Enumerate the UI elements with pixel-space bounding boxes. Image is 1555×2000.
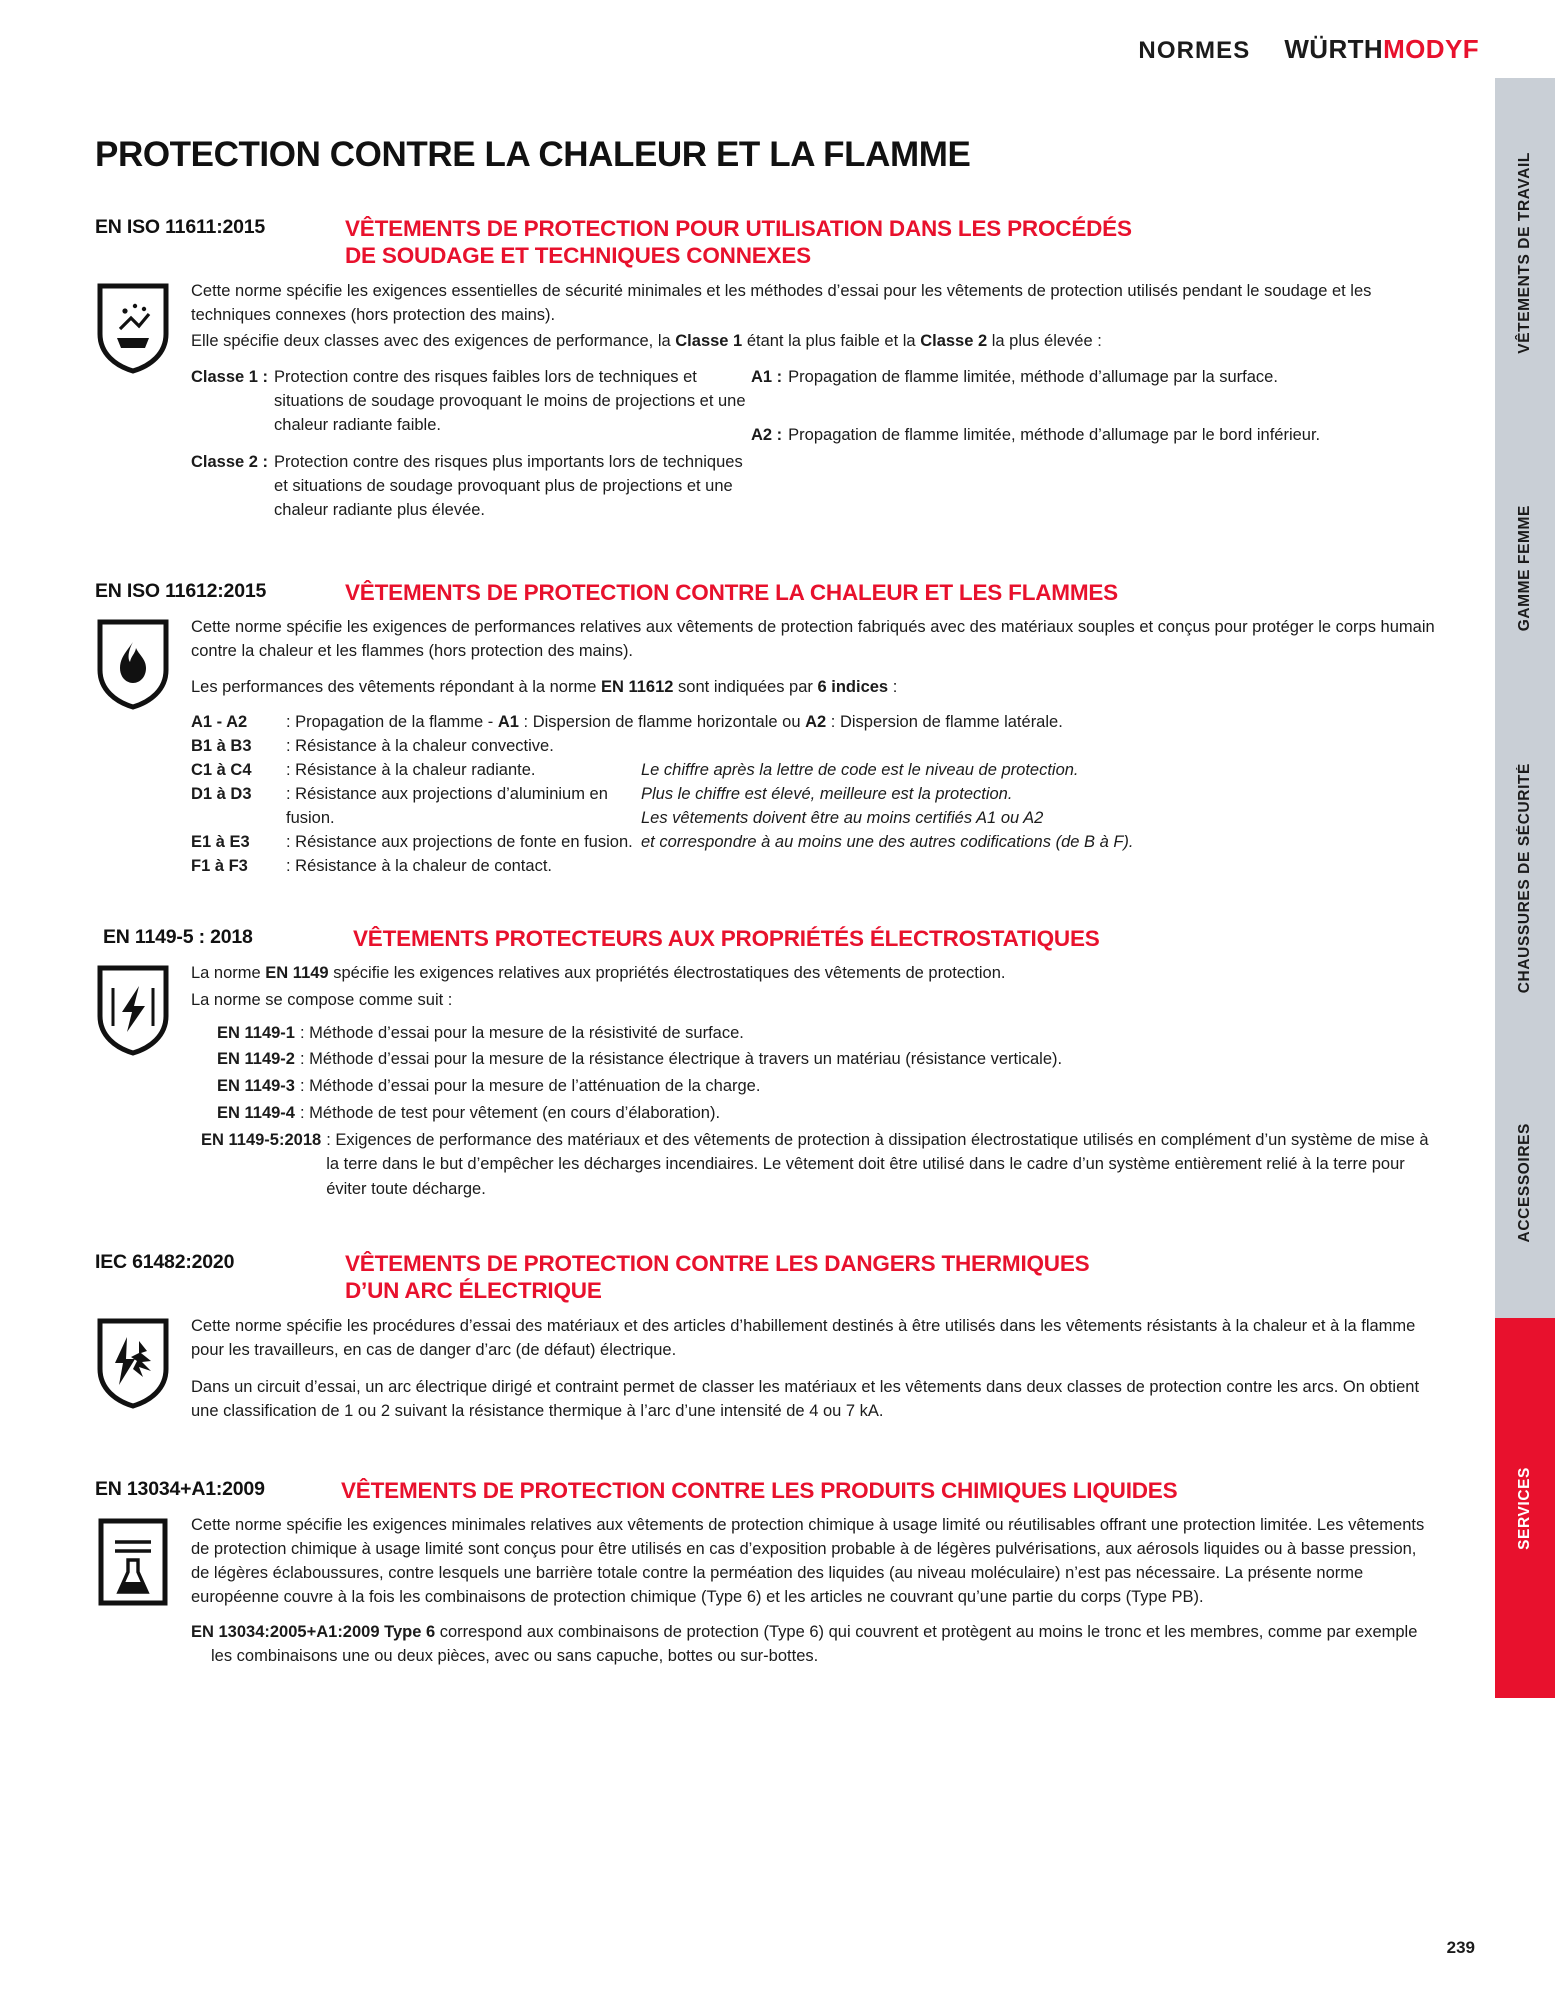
header-normes-label: NORMES <box>1138 37 1251 64</box>
section-title-line-1: VÊTEMENTS DE PROTECTION CONTRE LA CHALEUR ET LES FLAMMES <box>345 579 1118 605</box>
index-row <box>191 711 1435 735</box>
index-description: : Résistance à la chaleur convective. <box>286 737 554 756</box>
class-description: Protection contre des risques faibles lors de techniques et situations de soudage provoquant le moins de projections et une chaleur radiante faible. <box>274 368 746 434</box>
index-description: : Propagation de la flamme - A1 : Dispersion de flamme horizontale ou A2 : Dispersion de flamme latérale. <box>286 713 1063 732</box>
indices-lower-list <box>191 759 641 879</box>
section-text <box>191 1514 1435 1672</box>
indices-with-notes <box>191 759 1435 879</box>
content-area <box>95 215 1435 1672</box>
code-description: Propagation de flamme limitée, méthode d’allumage par le bord inférieur. <box>788 425 1321 444</box>
norm-term: EN 1149-5:2018 <box>201 1130 322 1149</box>
section-text <box>191 962 1435 1204</box>
para2-classe-1: Classe 1 <box>675 332 743 351</box>
norm-description: : Exigences de performance des matériaux et des vêtements de protection à dissipation électrostatique utilisés en complément d’un système de mise à la terre dans le but d’empêcher les décharges incendiaires. Le vêtement doit être utilisé dans le cadre d’un système entièrement relié à la terre pour éviter toute décharge. <box>326 1130 1429 1199</box>
indices-note-line: et correspondre à au moins une des autres codifications (de B à F). <box>641 832 1134 851</box>
norm-description: : Méthode d’essai pour la mesure de la résistance électrique à travers un matériau (résistance verticale). <box>299 1050 1063 1069</box>
sidebar-tab-label: CHAUSSURES DE SÉCURITÉ <box>1516 762 1533 994</box>
section-body <box>95 280 1435 537</box>
section-paragraph-1 <box>191 962 1435 986</box>
para2-part-c: étant la plus faible et la <box>742 332 921 351</box>
index-row <box>191 783 641 831</box>
electrostatic-shield-icon <box>95 962 191 1056</box>
section-code: EN 13034+A1:2009 <box>95 1477 265 1500</box>
section-paragraph-1: Cette norme spécifie les procédures d’essai des matériaux et des articles d’habillement destinés à être utilisés dans les vêtements résistants à la chaleur et à la flamme pour les travailleurs, en cas de danger d’arc (de défaut) électrique. <box>191 1316 1416 1359</box>
indices-note-line: Le chiffre après la lettre de code est le niveau de protection. <box>641 761 1079 780</box>
section-code: EN ISO 11611:2015 <box>95 216 266 238</box>
section-title-line-2: DE SOUDAGE ET TECHNIQUES CONNEXES <box>345 243 811 269</box>
section-body <box>95 616 1435 879</box>
sidebar-tab-accessoires[interactable] <box>1495 1048 1555 1318</box>
indices-note-line: Plus le chiffre est élevé, meilleure est la protection. <box>641 785 1013 804</box>
indices-note-line: Les vêtements doivent être au moins certifiés A1 ou A2 <box>641 809 1044 827</box>
index-term: E1 à E3 <box>191 832 250 851</box>
indices-block <box>191 711 1435 878</box>
index-term: C1 à C4 <box>191 761 252 780</box>
para2-part-e: : <box>888 677 898 696</box>
code-term: A1 : <box>751 368 783 387</box>
section-paragraph-1: Cette norme spécifie les exigences essentielles de sécurité minimales et les méthodes d’essai pour les vêtements de protection utilisés pendant le soudage et les techniques connexes (hors protection des mains). <box>191 281 1372 324</box>
section-header <box>95 579 1435 606</box>
sidebar-tab-label: GAMME FEMME <box>1516 504 1533 632</box>
chemical-flask-icon <box>95 1514 191 1608</box>
norm-term: EN 1149-3 <box>217 1077 295 1096</box>
welding-shield-icon <box>95 280 191 374</box>
para2-part-e: la plus élevée : <box>987 332 1102 351</box>
index-description: : Résistance à la chaleur radiante. <box>286 761 536 780</box>
para2-part-c: sont indiquées par <box>673 677 818 696</box>
section-title-line-2: D’UN ARC ÉLECTRIQUE <box>345 1278 602 1304</box>
code-definition-row <box>751 424 1435 448</box>
section-code: EN 1149-5 : 2018 <box>103 925 253 948</box>
class-definition-row <box>191 366 751 437</box>
section-paragraph-2: Dans un circuit d’essai, un arc électrique dirigé et contraint permet de classer les matériaux et les vêtements dans deux classes de protection contre les arcs. On obtient une classification de 1 ou 2 suivant la résistance thermique à l’arc d’une intensité de 4 ou 7 kA. <box>191 1378 1420 1421</box>
sidebar-tab-label: SERVICES <box>1516 1466 1533 1550</box>
section-paragraph-1: Cette norme spécifie les exigences minimales relatives aux vêtements de protection chimique à usage limité ou réutilisables offrant une protection limitée. Les vêtements de protection chimique à usage limité sont conçus pour être utilisés en cas d’exposition probable à de légères pulvérisations, aux aérosols liquides ou à basse pression, de légères éclaboussures, contre lesquels une barrière totale contre la perméation des liquides (au niveau moléculaire) n’est pas nécessaire. La présente norme européenne couvre à la fois les combinaisons de protection chimique (Type 6) et les articles ne couvrant qu’une partie du corps (Type PB). <box>191 1516 1425 1606</box>
section-title-line-1: VÊTEMENTS DE PROTECTION CONTRE LES DANGERS THERMIQUES <box>345 1250 1090 1276</box>
norm-description: : Méthode d’essai pour la mesure de l’atténuation de la charge. <box>299 1077 761 1096</box>
sidebar-tab-services[interactable] <box>1495 1318 1555 1698</box>
indices-notes <box>641 759 1435 879</box>
class-term: Classe 1 : <box>191 368 269 387</box>
sidebar-tab-vetements-de-travail[interactable] <box>1495 78 1555 428</box>
para2-part-c: correspond aux combinaisons de protection (Type 6) qui couvrent et protègent au moins le tronc et les membres, comme par exemple les combinaisons une ou deux pièces, avec ou sans capuche, bottes ou sur-bottes. <box>211 1623 1418 1666</box>
index-row <box>191 855 641 879</box>
para2-indices-count: 6 indices <box>817 677 889 696</box>
section-title <box>345 215 1132 270</box>
norm-row <box>191 1021 1435 1046</box>
norm-row <box>191 1128 1435 1202</box>
norm-description: : Méthode d’essai pour la mesure de la résistivité de surface. <box>299 1023 744 1042</box>
section-title <box>345 1250 1089 1305</box>
sidebar-tab-gamme-femme[interactable] <box>1495 428 1555 708</box>
section-en-1149-5 <box>95 925 1435 1204</box>
para2-norm-code: EN 11612 <box>600 677 674 696</box>
index-term: A1 - A2 <box>191 713 248 732</box>
section-text <box>191 616 1435 879</box>
norm-row <box>191 1047 1435 1072</box>
classes-and-codes-columns <box>191 366 1435 537</box>
electric-arc-icon <box>95 1315 191 1409</box>
section-paragraph-2: La norme se compose comme suit : <box>191 990 453 1009</box>
codes-column <box>751 366 1435 537</box>
sidebar-tab-chaussures-de-securite[interactable] <box>1495 708 1555 1048</box>
index-term: B1 à B3 <box>191 737 252 756</box>
indices-list <box>191 711 1435 878</box>
code-description: Propagation de flamme limitée, méthode d’allumage par la surface. <box>788 368 1278 387</box>
section-paragraph-1: Cette norme spécifie les exigences de performances relatives aux vêtements de protection fabriqués avec des matériaux souples et conçus pour protéger le corps humain contre la chaleur et les flammes (hors protection des mains). <box>191 618 1435 660</box>
section-title <box>353 925 1100 952</box>
section-body <box>95 1315 1435 1427</box>
code-definition-row <box>751 366 1435 390</box>
para2-classe-2: Classe 2 <box>920 332 988 351</box>
index-row <box>191 735 1435 759</box>
brand-modyf-text: MODYF <box>1383 34 1479 64</box>
para2-part-a: Les performances des vêtements répondant à la norme <box>191 677 601 696</box>
class-description: Protection contre des risques plus importants lors de techniques et situations de soudage provoquant plus de projections et une chaleur radiante plus élevée. <box>274 453 743 519</box>
sidebar-tab-label: ACCESSOIRES <box>1516 1123 1533 1243</box>
section-header <box>95 1477 1435 1504</box>
para2-norm-code: EN 13034:2005+A1:2009 Type 6 <box>191 1623 436 1642</box>
section-header <box>95 1250 1435 1305</box>
classes-column <box>191 366 751 537</box>
norm-term: EN 1149-4 <box>217 1103 295 1122</box>
section-title-line-1: VÊTEMENTS DE PROTECTION POUR UTILISATION DANS LES PROCÉDÉS <box>345 216 1132 241</box>
section-paragraph-2 <box>191 1621 1435 1669</box>
page-header <box>1138 34 1479 65</box>
section-body <box>95 1514 1435 1672</box>
section-title-line-1: VÊTEMENTS PROTECTEURS AUX PROPRIÉTÉS ÉLECTROSTATIQUES <box>353 925 1100 951</box>
index-description: : Résistance à la chaleur de contact. <box>286 856 552 875</box>
section-header <box>95 925 1435 952</box>
section-en-iso-11612 <box>95 579 1435 879</box>
page-title: PROTECTION CONTRE LA CHALEUR ET LA FLAMME <box>95 135 971 175</box>
norm-list <box>191 1021 1435 1202</box>
index-term: F1 à F3 <box>191 856 248 875</box>
norm-term: EN 1149-2 <box>217 1050 295 1069</box>
section-header <box>95 215 1435 270</box>
para2-part-a: Elle spécifie deux classes avec des exigences de performance, la <box>191 332 676 351</box>
section-iec-61482 <box>95 1250 1435 1427</box>
section-title-line-1: VÊTEMENTS DE PROTECTION CONTRE LES PRODUITS CHIMIQUES LIQUIDES <box>341 1477 1178 1503</box>
norm-row <box>191 1074 1435 1099</box>
section-body <box>95 962 1435 1204</box>
brand-logo <box>1284 34 1479 65</box>
index-term: D1 à D3 <box>191 785 252 804</box>
section-code: IEC 61482:2020 <box>95 1250 235 1273</box>
para1-norm-code: EN 1149 <box>265 964 329 983</box>
class-definition-row <box>191 451 751 522</box>
index-row <box>191 759 641 783</box>
page-number: 239 <box>1446 1938 1475 1957</box>
section-code: EN ISO 11612:2015 <box>95 579 267 602</box>
section-title <box>341 1477 1177 1504</box>
flame-shield-icon <box>95 616 191 710</box>
section-text <box>191 280 1435 537</box>
para1-part-a: La norme <box>191 964 266 983</box>
norm-row <box>191 1101 1435 1126</box>
section-en-iso-11611 <box>95 215 1435 537</box>
index-description: : Résistance aux projections de fonte en fusion. <box>286 832 633 851</box>
norm-term: EN 1149-1 <box>217 1023 295 1042</box>
section-paragraph-2 <box>191 330 1435 354</box>
section-en-13034 <box>95 1477 1435 1672</box>
index-row <box>191 831 641 855</box>
sidebar-tab-label: VÊTEMENTS DE TRAVAIL <box>1516 152 1533 354</box>
section-title <box>345 579 1118 606</box>
para1-part-c: spécifie les exigences relatives aux propriétés électrostatiques des vêtements de protection. <box>328 964 1006 983</box>
norm-description: : Méthode de test pour vêtement (en cours d’élaboration). <box>299 1103 721 1122</box>
code-term: A2 : <box>751 425 783 444</box>
brand-wurth-text: WÜRTH <box>1284 34 1384 64</box>
side-tab-rail <box>1495 78 1555 1698</box>
section-paragraph-2 <box>191 676 1435 700</box>
class-term: Classe 2 : <box>191 453 269 472</box>
index-description: : Résistance aux projections d’aluminium en fusion. <box>286 785 608 827</box>
section-text <box>191 1315 1435 1427</box>
